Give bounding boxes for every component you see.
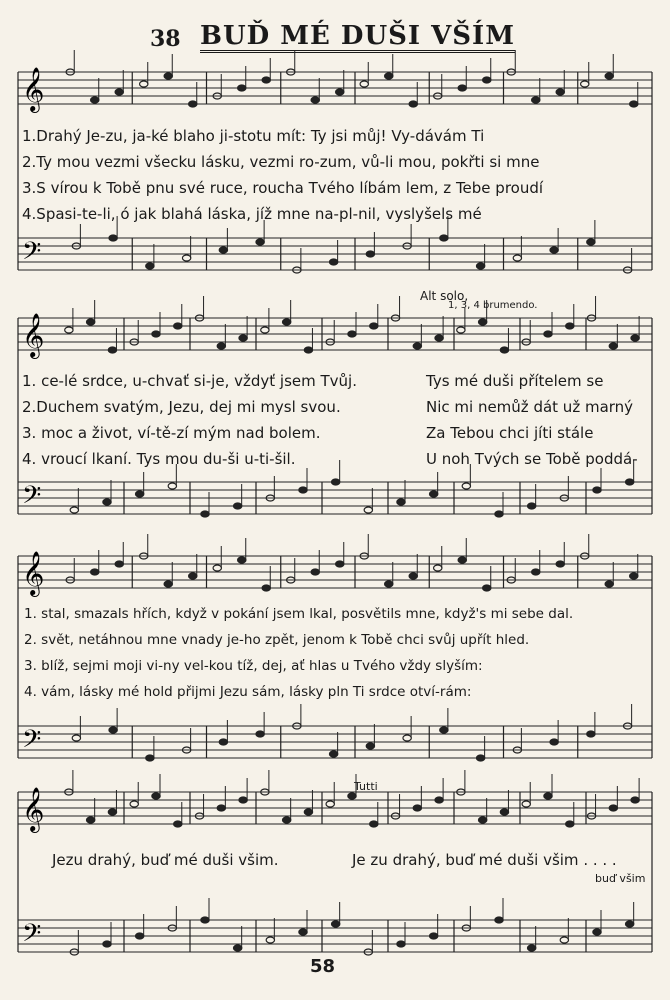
note-head xyxy=(593,929,601,935)
note-head xyxy=(397,499,405,505)
note-head xyxy=(630,101,638,107)
note-head xyxy=(527,503,535,509)
note-head xyxy=(239,797,247,803)
note-head xyxy=(527,945,535,951)
note-head xyxy=(609,343,617,349)
note-head xyxy=(348,331,356,337)
note-head xyxy=(103,941,111,947)
note-head xyxy=(164,73,172,79)
note-head xyxy=(630,573,638,579)
note-head xyxy=(458,85,466,91)
note-head xyxy=(587,239,595,245)
note-head xyxy=(478,817,486,823)
note-head xyxy=(86,319,94,325)
note-head xyxy=(262,585,270,591)
note-head xyxy=(304,347,312,353)
note-head xyxy=(566,323,574,329)
note-head xyxy=(72,735,80,741)
note-head xyxy=(299,487,307,493)
note-head xyxy=(266,937,274,943)
note-head xyxy=(544,793,552,799)
note-head xyxy=(326,801,334,807)
lyric-line-3: 3.S vírou k Tobě pnu své ruce, roucha Tvého líbám lem, z Tebe proudí xyxy=(22,179,544,197)
note-head xyxy=(409,573,417,579)
page-number: 58 xyxy=(310,956,336,977)
note-head xyxy=(500,347,508,353)
note-head xyxy=(256,731,264,737)
lyric-line-3: 3. blíž, sejmi moji vi-ny vel-kou tíž, dej, ať hlas u Tvého vždy slyším: xyxy=(24,658,483,674)
note-head xyxy=(513,255,521,261)
note-head xyxy=(532,569,540,575)
note-head xyxy=(625,921,633,927)
note-head xyxy=(168,483,176,489)
alt-solo-label: Alt solo, xyxy=(420,289,469,303)
note-head xyxy=(217,805,225,811)
note-head xyxy=(65,327,73,333)
note-head xyxy=(115,561,123,567)
bass-clef: 𝄢 xyxy=(22,725,42,760)
note-head xyxy=(189,101,197,107)
note-head xyxy=(189,573,197,579)
note-head xyxy=(174,323,182,329)
song-number: 38 xyxy=(150,26,181,52)
note-head xyxy=(366,743,374,749)
note-head xyxy=(219,739,227,745)
note-head xyxy=(413,805,421,811)
song-title: BUĎ MÉ DUŠI VŠÍM xyxy=(200,21,515,51)
note-head xyxy=(544,331,552,337)
note-head xyxy=(550,739,558,745)
note-head xyxy=(70,507,78,513)
treble-clef: 𝄞 xyxy=(22,67,45,111)
note-head xyxy=(311,569,319,575)
treble-clef: 𝄞 xyxy=(22,313,45,357)
note-head xyxy=(336,561,344,567)
note-head xyxy=(366,251,374,257)
lyric-right-2: Nic mi nemůž dát už marný xyxy=(426,398,634,416)
note-head xyxy=(311,97,319,103)
note-head xyxy=(370,323,378,329)
note-head xyxy=(219,247,227,253)
note-head xyxy=(135,933,143,939)
lyric-line-2: 2.Duchem svatým, Jezu, dej mi mysl svou. xyxy=(22,398,341,416)
note-head xyxy=(435,335,443,341)
note-head xyxy=(476,755,484,761)
note-head xyxy=(256,239,264,245)
note-head xyxy=(109,235,117,241)
note-head xyxy=(560,937,568,943)
note-head xyxy=(331,921,339,927)
note-head xyxy=(152,331,160,337)
note-head xyxy=(370,821,378,827)
tutti-label: Tutti xyxy=(354,780,378,793)
note-head xyxy=(331,479,339,485)
treble-clef: 𝄞 xyxy=(22,787,45,831)
note-head xyxy=(403,735,411,741)
lyric-line-1: 1. stal, smazals hřích, když v pokání jsem lkal, posvětils mne, když's mi sebe dal. xyxy=(24,606,574,622)
note-head xyxy=(299,929,307,935)
note-head xyxy=(385,581,393,587)
note-head xyxy=(483,585,491,591)
note-head xyxy=(429,491,437,497)
note-head xyxy=(360,81,368,87)
note-head xyxy=(239,335,247,341)
note-head xyxy=(556,561,564,567)
note-head xyxy=(103,499,111,505)
note-head xyxy=(605,581,613,587)
note-head xyxy=(458,557,466,563)
note-head xyxy=(238,85,246,91)
note-head xyxy=(282,817,290,823)
lyric-tail: buď všim xyxy=(595,872,646,885)
note-head xyxy=(91,97,99,103)
note-head xyxy=(581,81,589,87)
note-head xyxy=(462,483,470,489)
note-head xyxy=(495,511,503,517)
note-head xyxy=(135,491,143,497)
note-head xyxy=(385,73,393,79)
note-head xyxy=(348,793,356,799)
bass-clef: 𝄢 xyxy=(22,237,42,272)
note-head xyxy=(435,797,443,803)
note-head xyxy=(364,507,372,513)
lyric-line-2: 2. svět, netáhnou mne vnady je-ho zpět, jenom k Tobě chci svůj upřít hled. xyxy=(24,632,530,648)
note-head xyxy=(233,945,241,951)
note-head xyxy=(625,479,633,485)
note-head xyxy=(213,565,221,571)
note-head xyxy=(550,247,558,253)
note-head xyxy=(556,89,564,95)
note-head xyxy=(233,503,241,509)
note-head xyxy=(261,327,269,333)
note-head xyxy=(282,319,290,325)
note-head xyxy=(413,343,421,349)
note-head xyxy=(164,581,172,587)
note-head xyxy=(457,327,465,333)
note-head xyxy=(182,255,190,261)
note-head xyxy=(329,751,337,757)
note-head xyxy=(566,821,574,827)
note-head xyxy=(434,565,442,571)
note-head xyxy=(238,557,246,563)
treble-clef: 𝄞 xyxy=(22,551,45,595)
note-head xyxy=(108,809,116,815)
note-head xyxy=(587,731,595,737)
note-head xyxy=(440,235,448,241)
note-head xyxy=(174,821,182,827)
note-head xyxy=(532,97,540,103)
note-head xyxy=(201,511,209,517)
lyric-line-1: 1.Drahý Je-zu, ja-ké blaho ji-stotu mít: Ty jsi můj! Vy-dávám Ti xyxy=(22,127,485,145)
note-head xyxy=(329,259,337,265)
note-head xyxy=(336,89,344,95)
note-head xyxy=(483,77,491,83)
lyric-line-4: 4. vám, lásky mé hold přijmi Jezu sám, lásky pln Ti srdce otví-rám: xyxy=(24,684,472,700)
lyric-right: Je zu drahý, buď mé duši všim . . . . xyxy=(352,851,617,869)
note-head xyxy=(115,89,123,95)
note-head xyxy=(130,801,138,807)
note-head xyxy=(409,101,417,107)
note-head xyxy=(495,917,503,923)
lyric-line-3: 3. moc a život, ví-tě-zí mým nad bolem. xyxy=(22,424,321,442)
lyric-right-4: U noh Tvých se Tobě poddá- xyxy=(426,450,638,468)
note-head xyxy=(91,569,99,575)
note-head xyxy=(108,347,116,353)
brumendo-label: 1, 3, 4 brumendo. xyxy=(448,300,538,311)
note-head xyxy=(262,77,270,83)
note-head xyxy=(86,817,94,823)
note-head xyxy=(146,755,154,761)
lyric-line-2: 2.Ty mou vezmi všecku lásku, vezmi ro-zum, vů-li mou, pokřti si mne xyxy=(22,153,540,171)
note-head xyxy=(478,319,486,325)
note-head xyxy=(152,793,160,799)
note-head xyxy=(440,727,448,733)
note-head xyxy=(109,727,117,733)
lyric-line-1: 1. ce-lé srdce, u-chvať si-je, vždyť jsem Tvůj. xyxy=(22,372,357,390)
note-head xyxy=(609,805,617,811)
lyric-line-4: 4.Spasi-te-li, ó jak blahá láska, jíž mne na-pl-nil, vyslyšels mé xyxy=(22,205,482,223)
note-head xyxy=(397,941,405,947)
bass-clef: 𝄢 xyxy=(22,481,42,516)
note-head xyxy=(522,801,530,807)
note-head xyxy=(605,73,613,79)
bass-clef: 𝄢 xyxy=(22,919,42,954)
note-head xyxy=(631,797,639,803)
note-head xyxy=(476,263,484,269)
note-head xyxy=(304,809,312,815)
lyric-right-1: Tys mé duši přítelem se xyxy=(426,372,604,390)
lyric-right-3: Za Tebou chci jíti stále xyxy=(426,424,594,442)
note-head xyxy=(429,933,437,939)
note-head xyxy=(500,809,508,815)
lyric-line-4: 4. vroucí lkaní. Tys mou du-ši u-ti-šil. xyxy=(22,450,296,468)
note-head xyxy=(593,487,601,493)
note-head xyxy=(140,81,148,87)
note-head xyxy=(201,917,209,923)
lyric-left: Jezu drahý, buď mé duši všim. xyxy=(52,851,279,869)
note-head xyxy=(146,263,154,269)
note-head xyxy=(217,343,225,349)
note-head xyxy=(631,335,639,341)
